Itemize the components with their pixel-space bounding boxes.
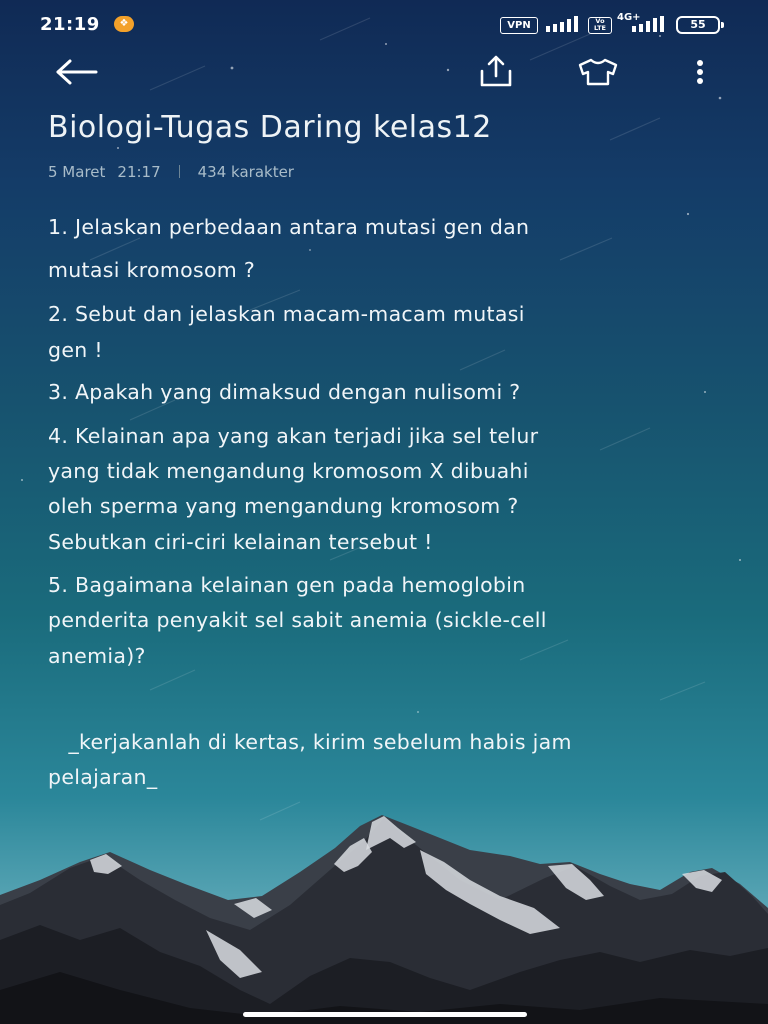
note-body-line[interactable]: anemia)?	[48, 644, 146, 668]
signal-strength-icon	[632, 16, 666, 32]
note-meta	[48, 163, 294, 181]
note-body-line[interactable]: mutasi kromosom ?	[48, 258, 256, 282]
arrow-left-icon	[54, 57, 98, 87]
status-bar	[0, 0, 768, 50]
battery-level: 55	[690, 18, 706, 31]
note-body-line[interactable]: 1. Jelaskan perbedaan antara mutasi gen dan	[48, 215, 530, 239]
network-type-label: 4G+	[617, 12, 641, 23]
note-char-count: 434 karakter	[197, 163, 294, 181]
note-body-line[interactable]: oleh sperma yang mengandung kromosom ?	[48, 494, 519, 518]
battery-icon	[676, 16, 720, 34]
note-body-line[interactable]: _kerjakanlah di kertas, kirim sebelum habis jam	[48, 730, 572, 754]
note-body-line[interactable]: 5. Bagaimana kelainan gen pada hemoglobin	[48, 573, 526, 597]
note-title[interactable]: Biologi-Tugas Daring kelas12	[48, 110, 492, 145]
notification-app-icon: ❖	[114, 16, 134, 32]
tshirt-theme-icon	[576, 56, 620, 88]
vpn-icon: VPN	[500, 17, 538, 34]
more-options-button[interactable]	[678, 52, 722, 92]
note-body-line[interactable]: pelajaran_	[48, 765, 158, 789]
share-button[interactable]	[474, 52, 518, 92]
note-body-line[interactable]: 4. Kelainan apa yang akan terjadi jika sel telur	[48, 424, 539, 448]
note-date: 5 Maret	[48, 163, 106, 181]
note-time: 21:17	[117, 163, 161, 181]
meta-divider	[179, 165, 180, 178]
note-body-line[interactable]: 3. Apakah yang dimaksud dengan nulisomi ?	[48, 380, 521, 404]
status-time: 21:19	[40, 14, 100, 35]
note-body-line[interactable]: Sebutkan ciri-ciri kelainan tersebut !	[48, 530, 433, 554]
volte-icon: Vo LTE	[588, 17, 612, 34]
note-body-line[interactable]: gen !	[48, 338, 103, 362]
theme-button[interactable]	[576, 52, 620, 92]
more-vertical-icon	[695, 59, 705, 85]
back-button[interactable]	[54, 52, 98, 92]
signal-strength-icon	[546, 16, 582, 32]
note-body-line[interactable]: penderita penyakit sel sabit anemia (sickle-cell	[48, 608, 547, 632]
note-body-line[interactable]: 2. Sebut dan jelaskan macam-macam mutasi	[48, 302, 525, 326]
note-body-line[interactable]: yang tidak mengandung kromosom X dibuahi	[48, 459, 529, 483]
home-indicator[interactable]	[243, 1012, 527, 1017]
share-upload-icon	[478, 55, 514, 89]
